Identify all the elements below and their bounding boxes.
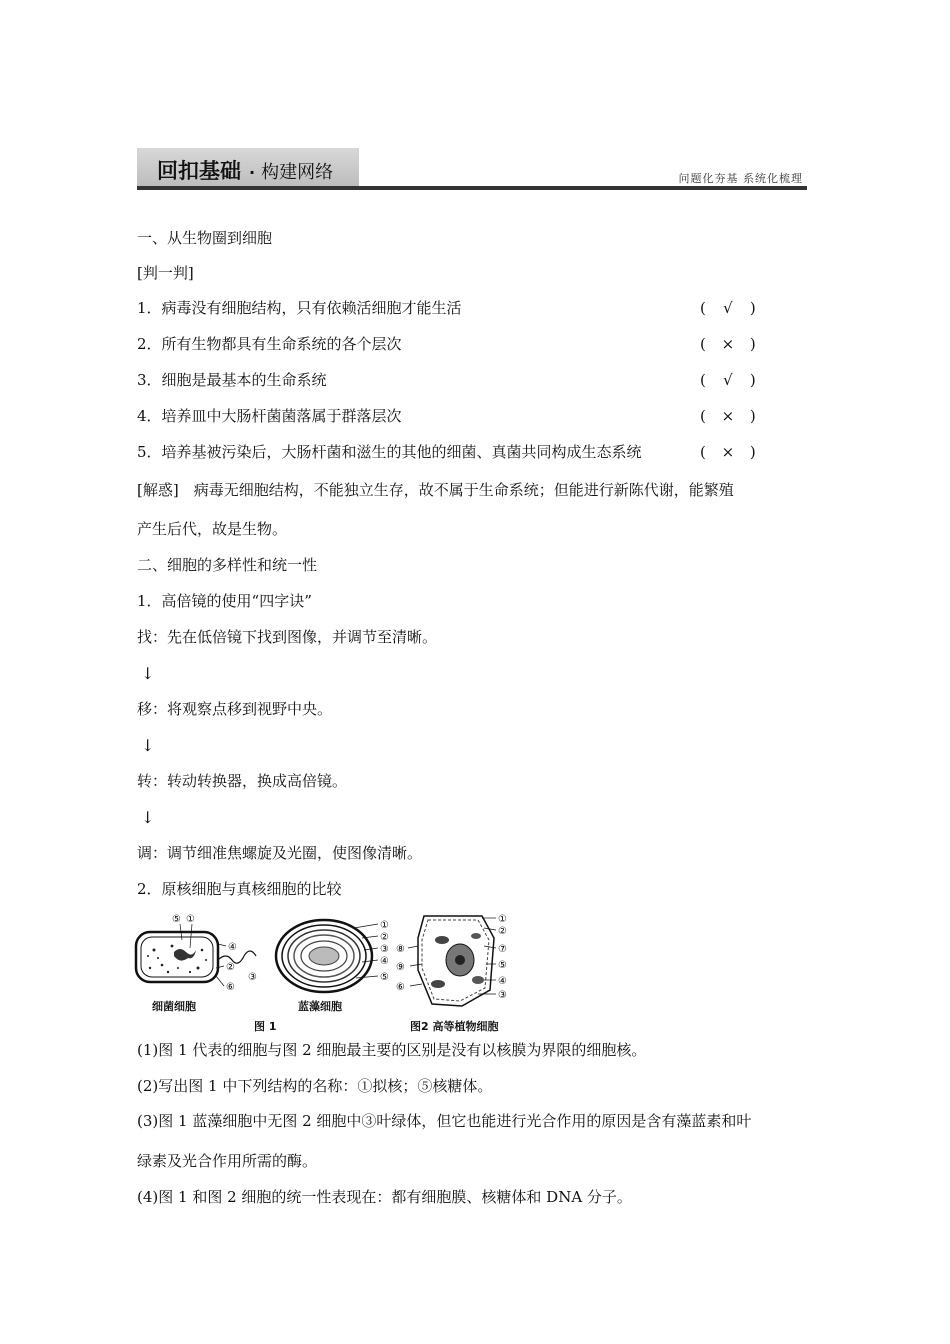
question-3-line-1: (3)图 1 蓝藻细胞中无图 2 细胞中③叶绿体，但它也能进行光合作用的原因是含有藻蓝素和叶 xyxy=(137,1112,752,1130)
judge-mark-4-symbol: × xyxy=(721,407,735,425)
down-arrow-icon: ↓ xyxy=(141,808,155,827)
step-find: 找：先在低倍镜下找到图像，并调节至清晰。 xyxy=(137,628,438,646)
bacteria-label: 细菌细胞 xyxy=(152,1000,196,1013)
down-arrow-icon: ↓ xyxy=(141,736,155,755)
section2-heading: 二、细胞的多样性和统一性 xyxy=(137,556,318,574)
cell-comparison-figure xyxy=(132,910,532,1038)
plant-num-7: ⑦ xyxy=(498,944,507,955)
down-arrow-icon: ↓ xyxy=(141,664,155,683)
cyano-num-3: ③ xyxy=(380,944,389,955)
cyano-label: 蓝藻细胞 xyxy=(298,1000,342,1013)
bacteria-num-1: ① xyxy=(186,914,195,925)
judge-mark-5-symbol: × xyxy=(721,443,735,461)
step-adjust: 调：调节细准焦螺旋及光圈，使图像清晰。 xyxy=(137,844,423,862)
bacteria-num-6: ⑥ xyxy=(226,982,235,993)
judge-mark-3: ( √ ) xyxy=(700,371,756,389)
bacteria-num-3: ③ xyxy=(248,972,257,983)
judge-item-3: 3．细胞是最基本的生命系统 xyxy=(137,371,327,389)
cyanobacteria-cell-drawing xyxy=(276,920,378,992)
step-move: 移：将观察点移到视野中央。 xyxy=(137,700,333,718)
header-dot: · xyxy=(249,163,256,182)
fig1-label: 图 1 xyxy=(254,1020,277,1033)
header-title xyxy=(157,155,333,185)
header-title-main: 回扣基础 xyxy=(157,159,241,183)
judge-mark-2: ( × ) xyxy=(700,335,756,353)
question-2: (2)写出图 1 中下列结构的名称：①拟核；⑤核糖体。 xyxy=(137,1077,493,1095)
sub2-title: 2．原核细胞与真核细胞的比较 xyxy=(137,880,342,898)
judge-item-5: 5．培养基被污染后，大肠杆菌和滋生的其他的细菌、真菌共同构成生态系统 xyxy=(137,443,642,461)
explain-line-2: 产生后代，故是生物。 xyxy=(137,520,288,538)
cyano-num-4: ④ xyxy=(380,956,389,967)
plant-num-8: ⑧ xyxy=(396,944,405,955)
sub1-title: 1．高倍镜的使用“四字诀” xyxy=(137,592,312,610)
bacteria-num-2: ② xyxy=(226,962,235,973)
bacteria-num-4: ④ xyxy=(228,942,237,953)
section1-heading: 一、从生物圈到细胞 xyxy=(137,229,273,247)
plant-num-5: ⑤ xyxy=(498,960,507,971)
judge-item-1: 1．病毒没有细胞结构，只有依赖活细胞才能生活 xyxy=(137,299,462,317)
judge-mark-1-symbol: √ xyxy=(723,299,733,317)
plant-num-3: ③ xyxy=(498,990,507,1001)
header-rule xyxy=(137,186,807,190)
plant-num-4: ④ xyxy=(498,976,507,987)
judge-mark-4: ( × ) xyxy=(700,407,756,425)
explain-line-1: [解惑] 病毒无细胞结构，不能独立生存，故不属于生命系统；但能进行新陈代谢，能繁殖 xyxy=(137,481,734,499)
judge-mark-5: ( × ) xyxy=(700,443,756,461)
judge-mark-2-symbol: × xyxy=(721,335,735,353)
judge-label: [判一判] xyxy=(137,264,194,282)
judge-item-2: 2．所有生物都具有生命系统的各个层次 xyxy=(137,335,402,353)
question-3-line-2: 绿素及光合作用所需的酶。 xyxy=(137,1152,318,1170)
judge-item-4: 4．培养皿中大肠杆菌菌落属于群落层次 xyxy=(137,407,402,425)
header-right-text: 问题化夯基 系统化梳理 xyxy=(678,172,803,185)
plant-num-9: ⑨ xyxy=(396,962,405,973)
section-header xyxy=(137,148,807,192)
judge-mark-1: ( √ ) xyxy=(700,299,756,317)
cyano-num-1: ① xyxy=(380,920,389,931)
plant-num-2: ② xyxy=(498,926,507,937)
cyano-num-5: ⑤ xyxy=(380,972,389,983)
plant-cell-drawing xyxy=(408,916,496,1006)
fig2-label: 图2 高等植物细胞 xyxy=(410,1020,499,1033)
plant-num-6: ⑥ xyxy=(396,982,405,993)
judge-mark-3-symbol: √ xyxy=(723,371,733,389)
bacteria-num-5: ⑤ xyxy=(172,914,181,925)
question-4: (4)图 1 和图 2 细胞的统一性表现在：都有细胞膜、核糖体和 DNA 分子。 xyxy=(137,1188,632,1206)
plant-num-1: ① xyxy=(498,914,507,925)
bacteria-cell-drawing xyxy=(136,924,256,986)
question-1: (1)图 1 代表的细胞与图 2 细胞最主要的区别是没有以核膜为界限的细胞核。 xyxy=(137,1041,647,1059)
cyano-num-2: ② xyxy=(380,932,389,943)
step-turn: 转：转动转换器，换成高倍镜。 xyxy=(137,772,348,790)
header-subtitle: 构建网络 xyxy=(261,162,334,183)
